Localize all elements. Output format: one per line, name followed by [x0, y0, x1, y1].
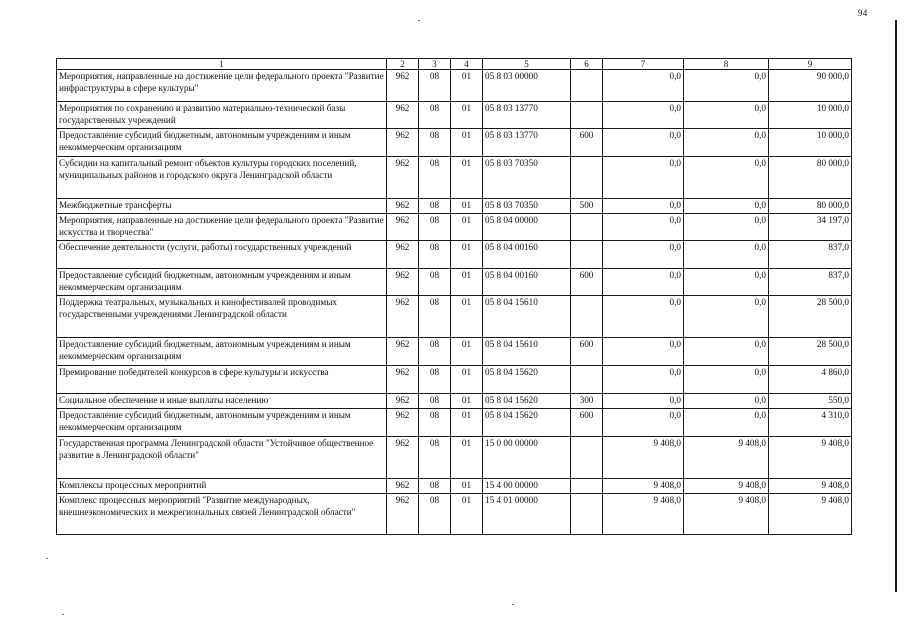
row-name: Поддержка театральных, музыкальных и кинофестивалей проводимых государственными учреждениями Ленинградской области: [57, 296, 387, 338]
amount-col-8: 0,0: [684, 409, 769, 437]
expense-type-code: [571, 366, 603, 394]
amount-col-7: 0,0: [603, 338, 684, 366]
table-row: [57, 269, 852, 296]
scan-speck: [512, 604, 514, 605]
row-name: Предоставление субсидий бюджетным, автономным учреждениям и иным некоммерческим организациям: [57, 129, 387, 157]
amount-col-9: 837,0: [769, 241, 852, 269]
expense-type-code: [571, 157, 603, 199]
table-row: [57, 296, 852, 338]
amount-col-8: 0,0: [684, 214, 769, 241]
row-name: Субсидии на капитальный ремонт объектов культуры городских поселений, муниципальных районов и городского округа Ленинградской области: [57, 157, 387, 199]
amount-col-9: 10 000,0: [769, 102, 852, 129]
section-code: 08: [419, 157, 451, 199]
subsection-code: 01: [451, 241, 483, 269]
page-number: 94: [858, 8, 868, 18]
target-article-code: 05 8 04 00160: [483, 269, 571, 296]
table-row: [57, 199, 852, 214]
amount-col-7: 0,0: [603, 214, 684, 241]
scan-speck: [46, 558, 48, 559]
target-article-code: 05 8 03 13770: [483, 102, 571, 129]
subsection-code: 01: [451, 199, 483, 214]
expense-type-code: 600: [571, 409, 603, 437]
subsection-code: 01: [451, 129, 483, 157]
row-name: Мероприятия по сохранению и развитию материально-технической базы государственных учреждений: [57, 102, 387, 129]
amount-col-8: 9 408,0: [684, 437, 769, 479]
expense-type-code: [571, 214, 603, 241]
table-row: [57, 494, 852, 535]
column-header: 2: [387, 59, 419, 70]
amount-col-7: 0,0: [603, 366, 684, 394]
section-code: 08: [419, 70, 451, 102]
table-row: [57, 437, 852, 479]
expense-type-code: [571, 70, 603, 102]
header-row: [57, 59, 852, 70]
section-code: 08: [419, 494, 451, 535]
table-body: [57, 70, 852, 535]
amount-col-7: 0,0: [603, 157, 684, 199]
subsection-code: 01: [451, 409, 483, 437]
section-code: 08: [419, 129, 451, 157]
scan-speck: [418, 20, 420, 21]
amount-col-8: 0,0: [684, 338, 769, 366]
column-header: 7: [603, 59, 684, 70]
target-article-code: 15 4 01 00000: [483, 494, 571, 535]
expense-type-code: 600: [571, 129, 603, 157]
section-code: 08: [419, 102, 451, 129]
subsection-code: 01: [451, 214, 483, 241]
section-code: 08: [419, 409, 451, 437]
amount-col-8: 0,0: [684, 70, 769, 102]
target-article-code: 05 8 04 15610: [483, 338, 571, 366]
table-row: [57, 214, 852, 241]
amount-col-7: 0,0: [603, 269, 684, 296]
row-name: Мероприятия, направленные на достижение цели федерального проекта "Развитие искусства и творчества": [57, 214, 387, 241]
section-code: 08: [419, 338, 451, 366]
amount-col-8: 9 408,0: [684, 479, 769, 494]
amount-col-7: 0,0: [603, 199, 684, 214]
grbs-code: 962: [387, 214, 419, 241]
table-row: [57, 366, 852, 394]
amount-col-8: 0,0: [684, 269, 769, 296]
target-article-code: 05 8 04 15620: [483, 366, 571, 394]
section-code: 08: [419, 437, 451, 479]
row-name: Государственная программа Ленинградской области "Устойчивое общественное развитие в Ленинградской области": [57, 437, 387, 479]
table-row: [57, 241, 852, 269]
column-header: 3: [419, 59, 451, 70]
expense-type-code: 500: [571, 199, 603, 214]
row-name: Межбюджетные трансферты: [57, 199, 387, 214]
expense-type-code: [571, 479, 603, 494]
grbs-code: 962: [387, 394, 419, 409]
amount-col-8: 0,0: [684, 366, 769, 394]
subsection-code: 01: [451, 269, 483, 296]
subsection-code: 01: [451, 494, 483, 535]
table-row: [57, 394, 852, 409]
grbs-code: 962: [387, 129, 419, 157]
amount-col-7: 0,0: [603, 296, 684, 338]
subsection-code: 01: [451, 366, 483, 394]
target-article-code: 05 8 03 13770: [483, 129, 571, 157]
amount-col-9: 28 500,0: [769, 296, 852, 338]
subsection-code: 01: [451, 479, 483, 494]
amount-col-7: 0,0: [603, 394, 684, 409]
expense-type-code: [571, 494, 603, 535]
amount-col-9: 9 408,0: [769, 494, 852, 535]
table-row: [57, 70, 852, 102]
amount-col-9: 34 197,0: [769, 214, 852, 241]
table-row: [57, 102, 852, 129]
section-code: 08: [419, 479, 451, 494]
amount-col-7: 0,0: [603, 102, 684, 129]
amount-col-7: 0,0: [603, 409, 684, 437]
amount-col-7: 9 408,0: [603, 494, 684, 535]
table-row: [57, 479, 852, 494]
column-header: 8: [684, 59, 769, 70]
section-code: 08: [419, 241, 451, 269]
table-row: [57, 338, 852, 366]
amount-col-7: 0,0: [603, 70, 684, 102]
target-article-code: 05 8 03 70350: [483, 157, 571, 199]
subsection-code: 01: [451, 437, 483, 479]
amount-col-9: 4 860,0: [769, 366, 852, 394]
amount-col-8: 0,0: [684, 199, 769, 214]
subsection-code: 01: [451, 102, 483, 129]
scan-speck: [62, 614, 64, 615]
grbs-code: 962: [387, 102, 419, 129]
row-name: Премирование победителей конкурсов в сфере культуры и искусства: [57, 366, 387, 394]
expense-type-code: 600: [571, 338, 603, 366]
subsection-code: 01: [451, 394, 483, 409]
amount-col-8: 0,0: [684, 129, 769, 157]
section-code: 08: [419, 394, 451, 409]
table-row: [57, 129, 852, 157]
column-header: 1: [57, 59, 387, 70]
table-row: [57, 409, 852, 437]
subsection-code: 01: [451, 70, 483, 102]
grbs-code: 962: [387, 437, 419, 479]
grbs-code: 962: [387, 479, 419, 494]
binding-edge-line: [895, 20, 897, 592]
amount-col-8: 0,0: [684, 296, 769, 338]
amount-col-9: 10 000,0: [769, 129, 852, 157]
row-name: Комплексы процессных мероприятий: [57, 479, 387, 494]
target-article-code: 05 8 04 00160: [483, 241, 571, 269]
target-article-code: 05 8 04 15610: [483, 296, 571, 338]
amount-col-9: 90 000,0: [769, 70, 852, 102]
target-article-code: 05 8 04 15620: [483, 409, 571, 437]
amount-col-7: 0,0: [603, 241, 684, 269]
column-header: 5: [483, 59, 571, 70]
amount-col-9: 80 000,0: [769, 199, 852, 214]
amount-col-8: 9 408,0: [684, 494, 769, 535]
grbs-code: 962: [387, 409, 419, 437]
column-header: 4: [451, 59, 483, 70]
grbs-code: 962: [387, 269, 419, 296]
grbs-code: 962: [387, 494, 419, 535]
row-name: Мероприятия, направленные на достижение цели федерального проекта "Развитие инфраструктуры в сфере культуры": [57, 70, 387, 102]
row-name: Предоставление субсидий бюджетным, автономным учреждениям и иным некоммерческим организациям: [57, 338, 387, 366]
amount-col-9: 9 408,0: [769, 479, 852, 494]
amount-col-9: 9 408,0: [769, 437, 852, 479]
expense-type-code: 600: [571, 269, 603, 296]
grbs-code: 962: [387, 241, 419, 269]
amount-col-8: 0,0: [684, 102, 769, 129]
row-name: Комплекс процессных мероприятий "Развитие международных, внешнеэкономических и межрегиональных связей Ленинградской области": [57, 494, 387, 535]
grbs-code: 962: [387, 157, 419, 199]
column-header: 9: [769, 59, 852, 70]
amount-col-8: 0,0: [684, 157, 769, 199]
amount-col-9: 80 000,0: [769, 157, 852, 199]
row-name: Предоставление субсидий бюджетным, автономным учреждениям и иным некоммерческим организациям: [57, 269, 387, 296]
expense-type-code: [571, 296, 603, 338]
subsection-code: 01: [451, 296, 483, 338]
amount-col-7: 9 408,0: [603, 437, 684, 479]
target-article-code: 05 8 03 70350: [483, 199, 571, 214]
amount-col-7: 0,0: [603, 129, 684, 157]
target-article-code: 05 8 04 00000: [483, 214, 571, 241]
expense-type-code: [571, 437, 603, 479]
amount-col-7: 9 408,0: [603, 479, 684, 494]
grbs-code: 962: [387, 366, 419, 394]
target-article-code: 15 0 00 00000: [483, 437, 571, 479]
row-name: Обеспечение деятельности (услуги, работы) государственных учреждений: [57, 241, 387, 269]
target-article-code: 05 8 03 00000: [483, 70, 571, 102]
section-code: 08: [419, 199, 451, 214]
grbs-code: 962: [387, 338, 419, 366]
grbs-code: 962: [387, 70, 419, 102]
amount-col-9: 28 500,0: [769, 338, 852, 366]
table-row: [57, 157, 852, 199]
row-name: Социальное обеспечение и иные выплаты населению: [57, 394, 387, 409]
subsection-code: 01: [451, 157, 483, 199]
expense-type-code: 300: [571, 394, 603, 409]
amount-col-8: 0,0: [684, 394, 769, 409]
section-code: 08: [419, 269, 451, 296]
grbs-code: 962: [387, 199, 419, 214]
section-code: 08: [419, 366, 451, 394]
target-article-code: 05 8 04 15620: [483, 394, 571, 409]
row-name: Предоставление субсидий бюджетным, автономным учреждениям и иным некоммерческим организациям: [57, 409, 387, 437]
grbs-code: 962: [387, 296, 419, 338]
expense-type-code: [571, 241, 603, 269]
amount-col-8: 0,0: [684, 241, 769, 269]
target-article-code: 15 4 00 00000: [483, 479, 571, 494]
amount-col-9: 4 310,0: [769, 409, 852, 437]
budget-table: [56, 58, 852, 535]
subsection-code: 01: [451, 338, 483, 366]
section-code: 08: [419, 296, 451, 338]
section-code: 08: [419, 214, 451, 241]
amount-col-9: 837,0: [769, 269, 852, 296]
expense-type-code: [571, 102, 603, 129]
amount-col-9: 550,0: [769, 394, 852, 409]
column-header: 6: [571, 59, 603, 70]
